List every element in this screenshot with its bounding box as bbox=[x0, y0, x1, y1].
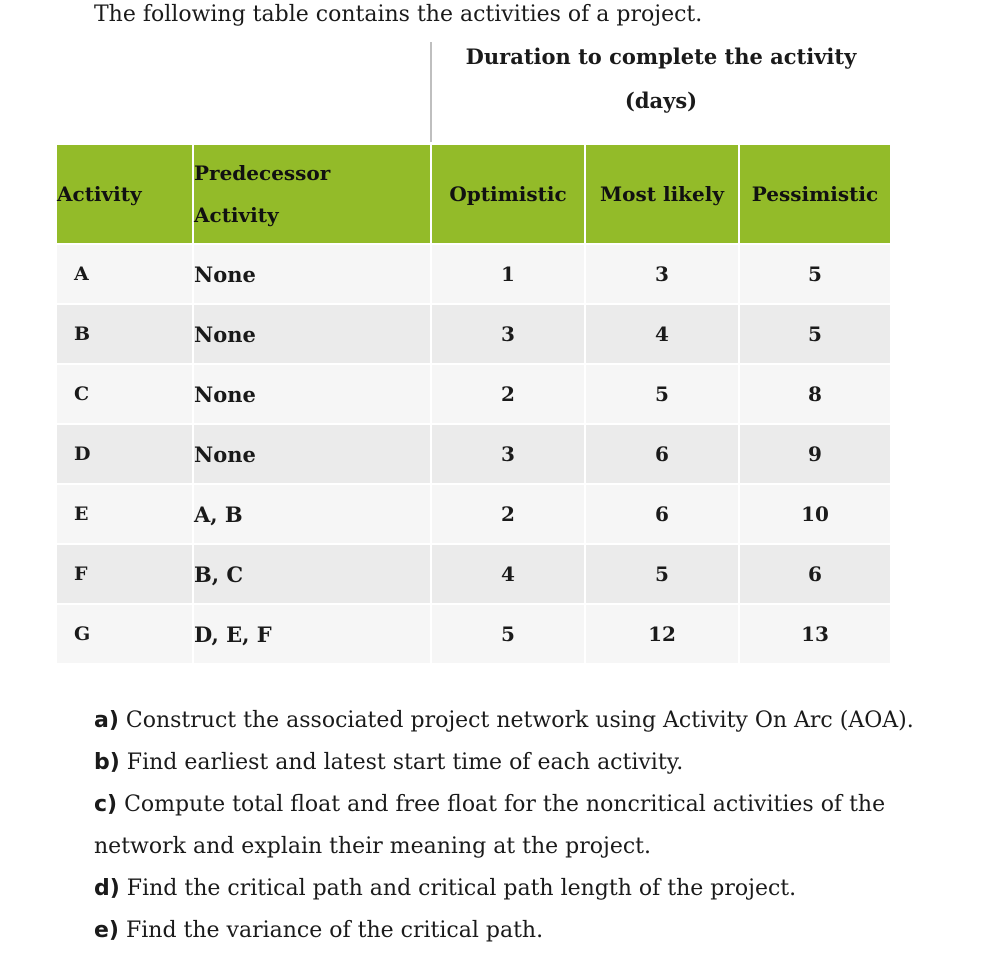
cell-most-likely: 12 bbox=[585, 604, 739, 664]
cell-most-likely: 5 bbox=[585, 544, 739, 604]
question-text: Construct the associated project network using Activity On Arc (AOA). bbox=[118, 708, 914, 733]
header-pessimistic: Pessimistic bbox=[739, 145, 891, 244]
cell-activity: F bbox=[57, 544, 193, 604]
cell-predecessor: None bbox=[193, 304, 431, 364]
table-row bbox=[57, 244, 891, 304]
cell-optimistic: 5 bbox=[431, 604, 585, 664]
cell-optimistic: 1 bbox=[431, 244, 585, 304]
cell-most-likely: 6 bbox=[585, 424, 739, 484]
duration-header: Duration to complete the activity bbox=[465, 44, 857, 69]
cell-activity: G bbox=[57, 604, 193, 664]
question-label: d) bbox=[94, 876, 120, 901]
cell-pessimistic: 9 bbox=[739, 424, 891, 484]
cell-optimistic: 3 bbox=[431, 304, 585, 364]
table-row bbox=[57, 304, 891, 364]
table-header-row bbox=[57, 145, 891, 244]
cell-optimistic: 4 bbox=[431, 544, 585, 604]
duration-header-units: (days) bbox=[624, 88, 698, 113]
cell-optimistic: 2 bbox=[431, 484, 585, 544]
cell-predecessor: None bbox=[193, 364, 431, 424]
question-a bbox=[94, 700, 974, 742]
header-activity: Activity bbox=[57, 145, 193, 244]
header-predecessor-line2: Activity bbox=[194, 203, 279, 227]
cell-pessimistic: 10 bbox=[739, 484, 891, 544]
header-predecessor-line1: Predecessor bbox=[194, 161, 331, 185]
table-row bbox=[57, 424, 891, 484]
question-d bbox=[94, 868, 974, 910]
question-text: Find the variance of the critical path. bbox=[118, 918, 544, 943]
cell-most-likely: 3 bbox=[585, 244, 739, 304]
question-c-continued bbox=[94, 826, 974, 868]
cell-pessimistic: 8 bbox=[739, 364, 891, 424]
question-b bbox=[94, 742, 974, 784]
header-most-likely: Most likely bbox=[585, 145, 739, 244]
cell-optimistic: 2 bbox=[431, 364, 585, 424]
cell-activity: B bbox=[57, 304, 193, 364]
cell-activity: A bbox=[57, 244, 193, 304]
cell-predecessor: None bbox=[193, 424, 431, 484]
cell-pessimistic: 5 bbox=[739, 304, 891, 364]
cell-activity: E bbox=[57, 484, 193, 544]
cell-optimistic: 3 bbox=[431, 424, 585, 484]
question-c bbox=[94, 784, 974, 826]
question-text: Find earliest and latest start time of each activity. bbox=[119, 750, 684, 775]
question-label: a) bbox=[94, 708, 119, 733]
cell-pessimistic: 13 bbox=[739, 604, 891, 664]
table-row bbox=[57, 484, 891, 544]
question-e bbox=[94, 910, 974, 952]
cell-predecessor: B, C bbox=[193, 544, 431, 604]
question-text: network and explain their meaning at the project. bbox=[94, 834, 652, 859]
question-label: b) bbox=[94, 750, 120, 775]
question-label: e) bbox=[94, 918, 119, 943]
question-text: Compute total float and free float for the noncritical activities of the bbox=[117, 792, 886, 817]
cell-most-likely: 6 bbox=[585, 484, 739, 544]
cell-pessimistic: 5 bbox=[739, 244, 891, 304]
question-text: Find the critical path and critical path length of the project. bbox=[119, 876, 797, 901]
intro-text: The following table contains the activities of a project. bbox=[94, 2, 703, 27]
table-row bbox=[57, 544, 891, 604]
cell-predecessor: None bbox=[193, 244, 431, 304]
cell-most-likely: 4 bbox=[585, 304, 739, 364]
question-label: c) bbox=[94, 792, 118, 817]
questions-list bbox=[94, 700, 974, 952]
table-row bbox=[57, 364, 891, 424]
cell-pessimistic: 6 bbox=[739, 544, 891, 604]
cell-most-likely: 5 bbox=[585, 364, 739, 424]
table-row bbox=[57, 604, 891, 664]
header-optimistic: Optimistic bbox=[431, 145, 585, 244]
cell-activity: D bbox=[57, 424, 193, 484]
cell-activity: C bbox=[57, 364, 193, 424]
header-predecessor bbox=[193, 145, 431, 244]
cell-predecessor: D, E, F bbox=[193, 604, 431, 664]
activities-table bbox=[57, 145, 892, 665]
cell-predecessor: A, B bbox=[193, 484, 431, 544]
